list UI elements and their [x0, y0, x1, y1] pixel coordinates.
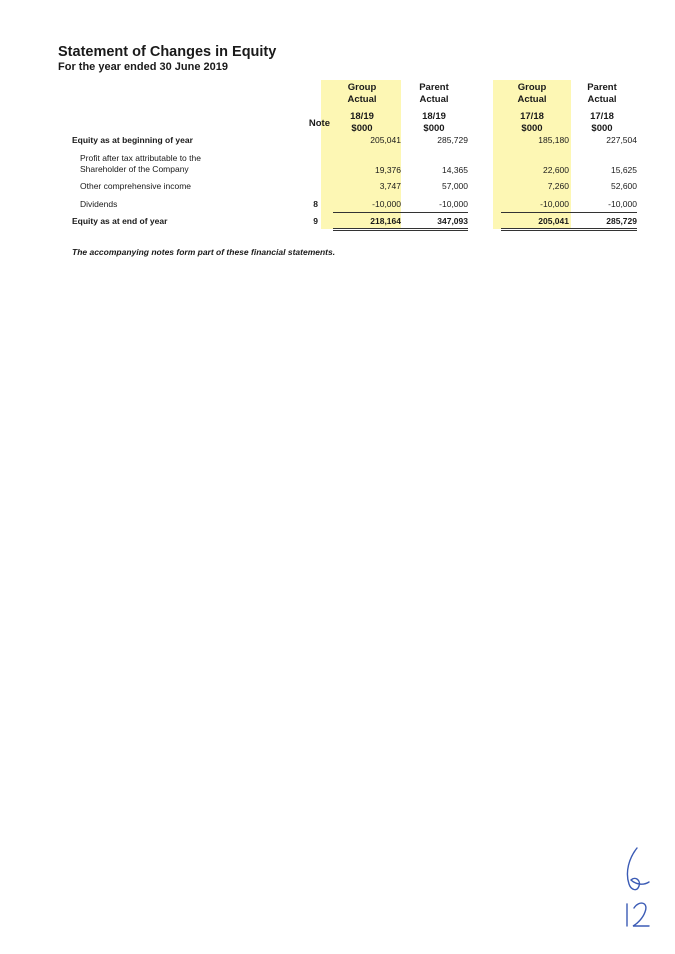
cell-value: 205,041 [370, 135, 401, 145]
subtotal-rule [501, 212, 569, 213]
statement-subtitle: For the year ended 30 June 2019 [58, 61, 228, 73]
cell-value: 57,000 [442, 181, 468, 191]
cell-value: 52,600 [611, 181, 637, 191]
cell-value: 7,260 [547, 181, 569, 191]
row-label: Dividends [80, 199, 118, 209]
cell-value: 205,041 [538, 216, 569, 226]
handwritten-initial-and-page-number [615, 840, 665, 930]
cell-value: 285,729 [606, 216, 637, 226]
cell-value: 15,625 [611, 165, 637, 175]
footnote: The accompanying notes form part of these financial statements. [72, 247, 336, 257]
cell-value: -10,000 [608, 199, 637, 209]
column-header-group-1718: Group Actual 17/18 $000 [517, 82, 547, 134]
cell-value: -10,000 [540, 199, 569, 209]
cell-value: 285,729 [437, 135, 468, 145]
row-note: 9 [313, 216, 318, 226]
row-note: 8 [313, 199, 318, 209]
total-double-rule [333, 228, 401, 229]
cell-value: 185,180 [538, 135, 569, 145]
row-label: Equity as at end of year [72, 216, 168, 226]
total-double-rule [400, 230, 468, 231]
cell-value: 19,376 [375, 165, 401, 175]
subtotal-rule [333, 212, 401, 213]
note-column-header: Note [308, 118, 330, 129]
row-label: Profit after tax attributable to the Shareholder of the Company [80, 153, 201, 174]
statement-title: Statement of Changes in Equity [58, 44, 277, 60]
column-header-group-1819: Group Actual 18/19 $000 [347, 82, 377, 134]
cell-value: -10,000 [439, 199, 468, 209]
cell-value: 3,747 [379, 181, 401, 191]
column-header-parent-1718: Parent Actual 17/18 $000 [587, 82, 617, 134]
subtotal-rule [400, 212, 468, 213]
cell-value: 227,504 [606, 135, 637, 145]
total-double-rule [569, 228, 637, 229]
total-double-rule [400, 228, 468, 229]
row-label: Other comprehensive income [80, 181, 192, 191]
total-double-rule [569, 230, 637, 231]
total-double-rule [501, 228, 569, 229]
cell-value: 22,600 [543, 165, 569, 175]
cell-value: 218,164 [370, 216, 401, 226]
total-double-rule [501, 230, 569, 231]
cell-value: 347,093 [437, 216, 468, 226]
total-double-rule [333, 230, 401, 231]
row-label: Equity as at beginning of year [72, 135, 193, 145]
column-header-parent-1819: Parent Actual 18/19 $000 [419, 82, 449, 134]
cell-value: 14,365 [442, 165, 468, 175]
cell-value: -10,000 [372, 199, 401, 209]
subtotal-rule [569, 212, 637, 213]
